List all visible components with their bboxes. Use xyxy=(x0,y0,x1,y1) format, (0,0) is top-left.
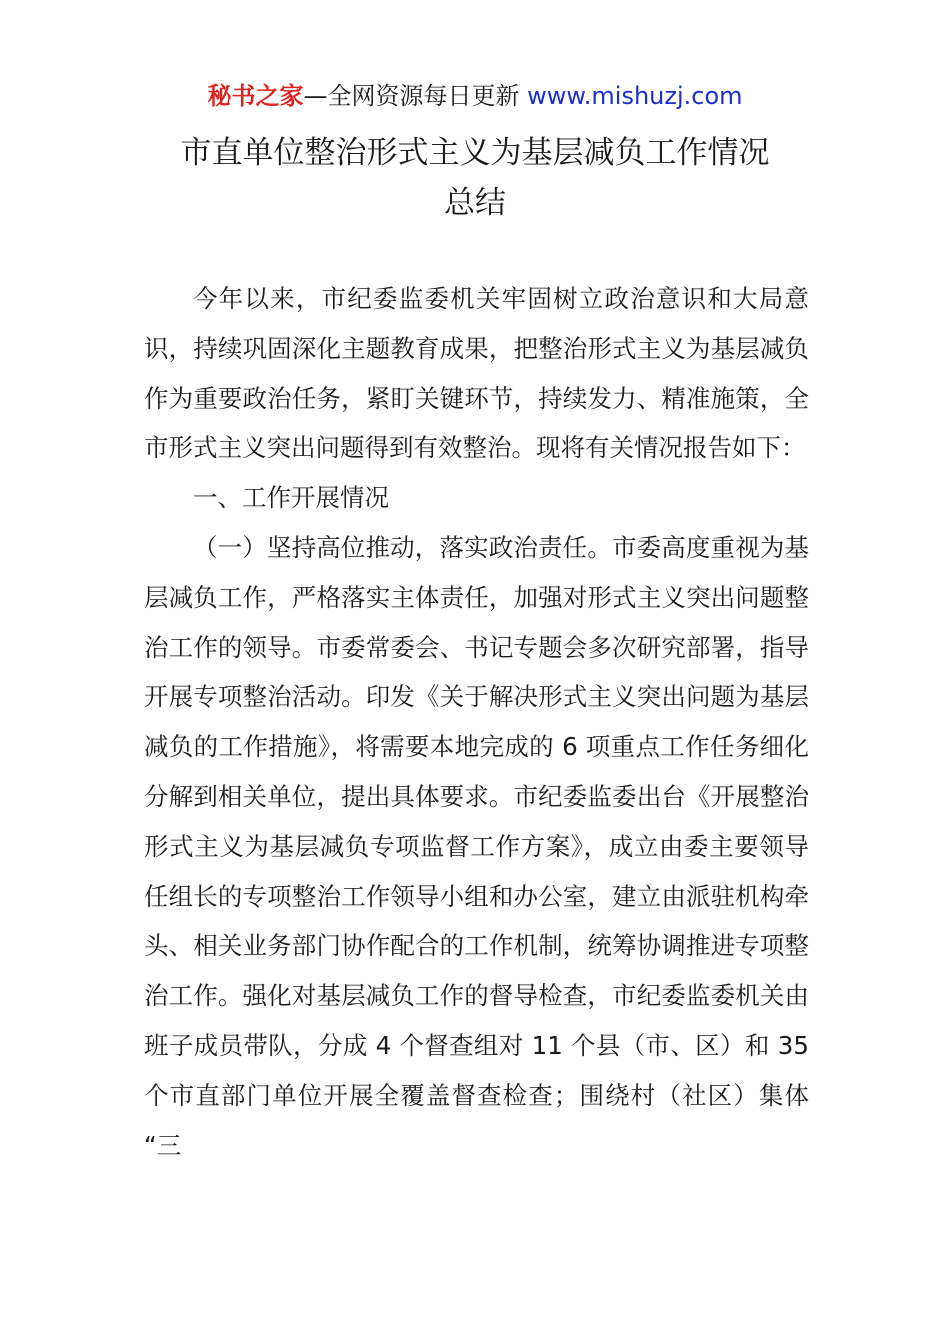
document-title xyxy=(0,128,950,228)
brand-name: 秘书之家 xyxy=(207,82,304,110)
site-header xyxy=(0,80,950,112)
site-tagline: —全网资源每日更新 xyxy=(303,82,528,110)
intro-paragraph: 今年以来，市纪委监委机关牢固树立政治意识和大局意识，持续巩固深化主题教育成果，把整治形式主义为基层减负作为重要政治任务，紧盯关键环节，持续发力、精准施策，全市形式主义突出问题得到有效整治。现将有关情况报告如下： xyxy=(144,284,809,463)
site-url-link[interactable]: www.mishuzj.com xyxy=(527,82,743,110)
title-line-2: 总结 xyxy=(444,185,506,221)
document-body xyxy=(144,274,809,1170)
section-heading: 一、工作开展情况 xyxy=(193,483,389,513)
title-line-1: 市直单位整治形式主义为基层减负工作情况 xyxy=(180,135,770,171)
body-paragraph: （一）坚持高位推动，落实政治责任。市委高度重视为基层减负工作，严格落实主体责任，加强对形式主义突出问题整治工作的领导。市委常委会、书记专题会多次研究部署，指导开展专项整治活动。印发《关于解决形式主义突出问题为基层减负的工作措施》，将需要本地完成的 6 项重点工作任务细化分解到相关单位，提出具体要求。市纪委监委出台《开展整治形式主义为基层减负专项监督工作方案》，成立由委主要领导任组长的专项整治工作领导小组和办公室，建立由派驻机构牵头、相关业务部门协作配合的工作机制，统筹协调推进专项整治工作。强化对基层减负工作的督导检查，市纪委监委机关由班子成员带队，分成 4 个督查组对 11 个县（市、区）和 35 个市直部门单位开展全覆盖督查检查；围绕村（社区）集体 “三 xyxy=(144,532,809,1160)
